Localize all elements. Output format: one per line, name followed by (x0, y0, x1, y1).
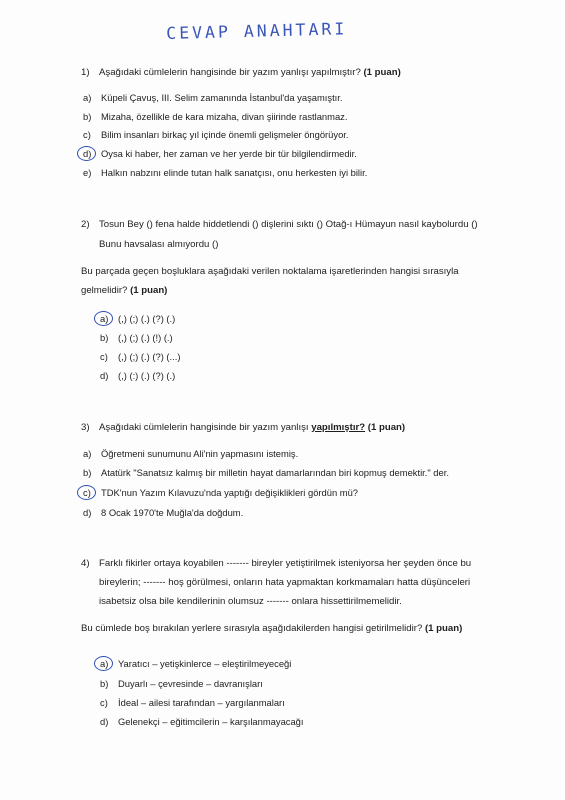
question-2-stem-line-2: gelmelidir? (1 puan) (81, 285, 168, 296)
question-4-passage-line-3: isabetsiz olsa bile kendilerinin olumsuz ------- onlara hissettirilmemelidir. (99, 596, 402, 607)
question-2-stem: Bu parçada geçen boşluklara aşağıdaki verilen noktalama işaretlerinden hangisi sırasıyla (81, 266, 459, 277)
question-4-option-a[interactable]: a) Yaratıcı – yetişkinlerce – eleştirilmeyeceği (100, 658, 292, 669)
question-1-option-b[interactable]: b) Mizaha, özellikle de kara mizaha, divan şiirinde rastlanmaz. (83, 111, 348, 122)
question-2-passage: 2) Tosun Bey () fena halde hiddetlendi () dişlerini sıktı () Otağ-ı Hümayun nasıl kaybolurdu () (81, 219, 478, 230)
question-2-option-a[interactable]: a) (,) (;) (.) (?) (.) (100, 313, 176, 324)
question-4-option-b[interactable]: b) Duyarlı – çevresinde – davranışları (100, 678, 263, 689)
question-3-option-b[interactable]: b) Atatürk "Sanatsız kalmış bir milletin hayat damarlarından biri kopmuş demektir." der. (83, 467, 449, 478)
question-2-option-b[interactable]: b) (,) (;) (.) (!) (.) (100, 332, 173, 343)
question-2-passage-line-2: Bunu havsalası almıyordu () (99, 239, 219, 250)
question-4-option-c[interactable]: c) İdeal – ailesi tarafından – yargılanmaları (100, 697, 285, 708)
question-1-option-e[interactable]: e) Halkın nabzını elinde tutan halk sanatçısı, onu herkesten iyi bilir. (83, 167, 368, 178)
question-3-option-a[interactable]: a) Öğretmeni sunumunu Ali'nin yapmasını istemiş. (83, 448, 299, 459)
question-1-option-c[interactable]: c) Bilim insanları birkaç yıl içinde önemli gelişmeler öngörüyor. (83, 129, 349, 140)
answer-circle-mark (94, 656, 113, 671)
question-1-stem: 1) Aşağıdaki cümlelerin hangisinde bir yazım yanlışı yapılmıştır? (1 puan) (81, 67, 401, 78)
question-2-option-c[interactable]: c) (,) (;) (.) (?) (...) (100, 351, 181, 362)
question-1-option-d[interactable]: d) Oysa ki haber, her zaman ve her yerde bir tür bilgilendirmedir. (83, 148, 357, 159)
question-2-option-d[interactable]: d) (,) (:) (.) (?) (.) (100, 370, 176, 381)
answer-circle-mark (77, 485, 96, 500)
question-4-option-d[interactable]: d) Gelenekçi – eğitimcilerin – karşılanmayacağı (100, 716, 304, 727)
question-4-passage-line-2: bireylerin; ------- hoş görülmesi, onların hata yapmaktan korkmamaları hatta düşünceleri (99, 577, 471, 588)
answer-circle-mark (94, 311, 113, 326)
question-3-option-d[interactable]: d) 8 Ocak 1970'te Muğla'da doğdum. (83, 507, 244, 518)
handwritten-title: CEVAP ANAHTARI (166, 19, 348, 43)
question-1-option-a[interactable]: a) Küpeli Çavuş, III. Selim zamanında İstanbul'da yaşamıştır. (83, 92, 343, 103)
question-3-stem: 3) Aşağıdaki cümlelerin hangisinde bir yazım yanlışı yapılmıştır? (1 puan) (81, 422, 406, 433)
question-4-stem: Bu cümlede boş bırakılan yerlere sırasıyla aşağıdakilerden hangisi getirilmelidir? (1 puan) (81, 623, 463, 634)
question-4-passage: 4) Farklı fikirler ortaya koyabilen ------- bireyler yetiştirilmek isteniyorsa her şeyden önce bu (81, 558, 472, 569)
question-3-option-c[interactable]: c) TDK'nun Yazım Kılavuzu'nda yaptığı değişiklikleri gördün mü? (83, 487, 359, 498)
answer-circle-mark (77, 146, 96, 161)
